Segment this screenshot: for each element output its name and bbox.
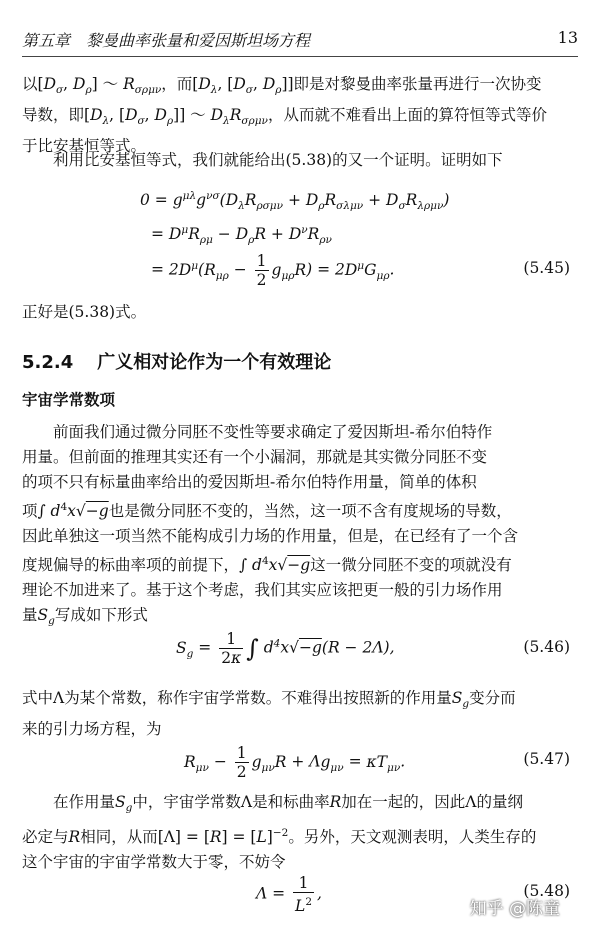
eq-548-number: (5.48) [523,882,570,900]
header-rule [22,56,578,57]
p5-line1: 式中Λ为某个常数，称作宇宙学常数。不难得出按照新的作用量$S_g$变分而 [22,689,516,711]
section-title: 广义相对论作为一个有效理论 [97,352,332,373]
section-heading [22,348,331,374]
p4-line7: 理论不加进来了。基于这个考虑，我们其实应该把更一般的引力场作用 [22,581,503,600]
paragraph-cosmological-term [22,420,578,634]
eq-547: $R_{\mu\nu}$ − $\frac{1}{2}$ $g_{\mu\nu}R + \Lambda g_{\mu\nu} = \kappa T_{\mu\nu}$. [184,744,406,781]
chapter-title: 第五章 黎曼曲率张量和爱因斯坦场方程 [22,31,311,50]
eq-545-line2: = $D^\mu R_{\rho\mu} - D_\rho R + D^\nu R_{\rho\nu}$ [151,224,332,247]
p4-line3: 的项不只有标量曲率给出的爱因斯坦-希尔伯特作用量，简单的体积 [22,473,477,491]
eq-546: $S_g$ = $\frac{1}{2\kappa}$ ∫ $d^4x√-g(R - 2\Lambda)$, [176,630,395,667]
eq-547-number: (5.47) [523,750,570,768]
p4-line8: 量$S_g$写成如下形式 [22,606,148,628]
eq-545-number: (5.45) [523,259,570,277]
eq-545-line1: $0 = g^{\mu\lambda}g^{\nu\sigma}(D_\lambda R_{\rho\sigma\mu\nu} + D_\rho R_{\sigma\lambda\mu\nu} + D_\sigma R_{\lambda\rho\mu\nu})$ [140,190,450,213]
p6-line3: 这个宇宙的宇宙学常数大于零，不妨令 [22,853,286,872]
eq-546-number: (5.46) [523,638,570,656]
p6-line2: 必定与R相同，从而$[\Lambda] = [R] = [L]^{-2}$。另外，天文观测表明，人类生存的 [22,827,537,847]
p6-line1: 在作用量$S_g$中，宇宙学常数Λ是和标曲率R加在一起的，因此Λ的量纲 [53,793,523,815]
running-header [22,28,578,52]
p4-line5: 因此单独这一项当然不能构成引力场的作用量，但是，在已经有了一个含 [22,527,519,546]
p1-line1: 以[$D_\sigma$, $D_\rho$] ～ $R_{\sigma\rho\mu\nu}$，而[$D_\lambda$, [$D_\sigma$, $D_\rho$]]即是对黎曼曲率张量再进行一次协变 [22,75,542,97]
paragraph-lambda-dimension [22,790,578,875]
eq-545-line3: = $2D^\mu(R_{\mu\rho}$ − $\frac{1}{2}$ $g_{\mu\rho}R) = 2D^\mu G_{\mu\rho}$. [151,252,395,289]
eq-548: Λ = $\frac{1}{L^2}$ , [256,874,322,916]
paragraph-conclusion: 正好是(5.38)式。 [22,303,147,321]
p1-line3: 于比安基恒等式。 [22,137,147,156]
p4-line4: 项∫ $d^4x√-g$也是微分同胚不变的，当然，这一项不含有度规场的导数， [22,501,512,521]
p4-line2: 用量。但前面的推理其实还有一个小漏洞，那就是其实微分同胚不变 [22,448,488,466]
watermark: 知乎 @陈童 [469,899,560,919]
p1-line2: 导数，即[$D_\lambda$, [$D_\sigma$, $D_\rho$]] ～ $D_\lambda R_{\sigma\rho\mu\nu}$，从而就不难看出上面的算符恒等式等价 [22,106,547,128]
paragraph-commutator [22,72,578,159]
paragraph-lambda-def [22,686,578,742]
p4-line1: 前面我们通过微分同胚不变性等要求确定了爱因斯坦-希尔伯特作 [53,423,493,441]
page-number: 13 [557,28,578,47]
p4-line6: 度规偏导的标曲率项的前提下，∫ $d^4x√-g$这一微分同胚不变的项就没有 [22,555,512,575]
paragraph-proof-intro: 利用比安基恒等式，我们就能给出(5.38)的又一个证明。证明如下 [53,151,503,169]
section-number: 5.2.4 [22,352,74,373]
subsection-heading: 宇宙学常数项 [22,391,116,409]
p5-line2: 来的引力场方程，为 [22,720,162,739]
